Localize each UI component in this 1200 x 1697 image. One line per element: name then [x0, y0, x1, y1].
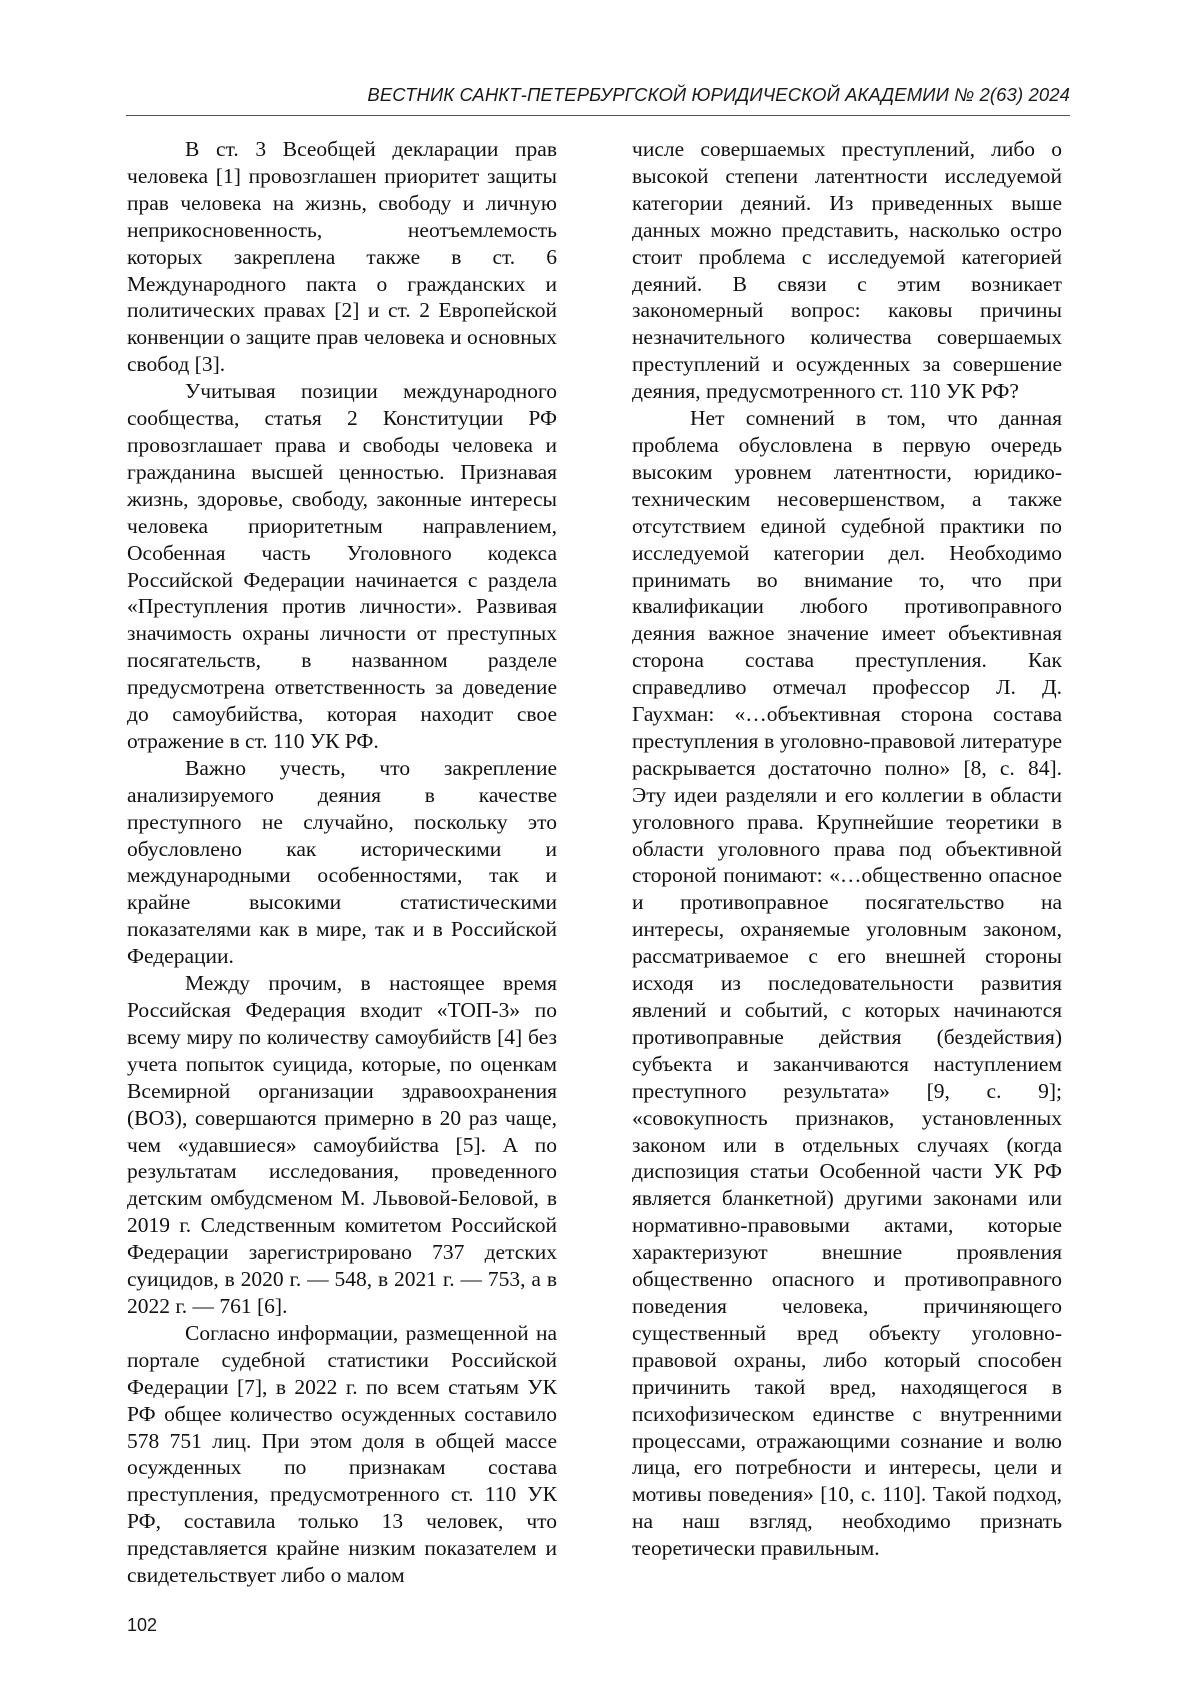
paragraph: Важно учесть, что закрепление анализируемого деяния в качестве преступного не случайно, поскольку это обусловлено как историческими и международными особенностями, так и крайне высокими статистическими показателями как в мире, так и в Российской Федерации.	[127, 755, 557, 969]
paragraph-continuation: числе совершаемых преступлений, либо о высокой степени латентности исследуемой категории деяний. Из приведенных выше данных можно представить, насколько остро стоит проблема с исследуемой категорией деяний. В связи с этим возникает закономерный вопрос: каковы причины незначительного количества совершаемых преступлений и осужденных за совершение деяния, предусмотренного ст. 110 УК РФ?	[632, 137, 1062, 404]
right-text-column	[632, 136, 1062, 1562]
paragraph: В ст. 3 Всеобщей декларации прав человека [1] провозглашен приоритет защиты прав человека на жизнь, свободу и личную неприкосновенность, неотъемлемость которых закреплена также в ст. 6 Международного пакта о гражданских и политических правах [2] и ст. 2 Европейской конвенции о защите прав человека и основных свобод [3].	[127, 137, 557, 377]
left-text-column	[127, 136, 557, 1589]
paragraph: Нет сомнений в том, что данная проблема обусловлена в первую очередь высоким уровнем латентности, юридико-техническим несовершенством, а также отсутствием единой судебной практики по исследуемой категории дел. Необходимо принимать во внимание то, что при квалификации любого противоправного деяния важное значение имеет объективная сторона состава преступления. Как справедливо отмечал профессор Л. Д. Гаухман: «…объективная сторона состава преступления в уголовно-правовой литературе раскрывается достаточно полно» [8, с. 84]. Эту идеи разделяли и его коллегии в области уголовного права. Крупнейшие теоретики в области уголовного права под объективной стороной понимают: «…общественно опасное и противоправное посягательство на интересы, охраняемые уголовным законом, рассматриваемое с его внешней стороны исходя из последовательности развития явлений и событий, с которых начинаются противоправные действия (бездействия) субъекта и заканчиваются наступлением преступного результата» [9, с. 9]; «совокупность признаков, установленных законом или в отдельных случаях (когда диспозиция статьи Особенной части УК РФ является бланкетной) другими законами или нормативно-правовыми актами, которые характеризуют внешние проявления общественно опасного и противоправного поведения человека, причиняющего существенный вред объекту уголовно-правовой охраны, либо который способен причинить такой вред, находящегося в психофизическом единстве с внутренними процессами, отражающими сознание и волю лица, его потребности и интересы, цели и мотивы поведения» [10, с. 110]. Такой подход, на наш взгляд, необходимо признать теоретически правильным.	[632, 406, 1062, 1561]
paragraph: Между прочим, в настоящее время Российская Федерация входит «ТОП-3» по всему миру по количеству самоубийств [4] без учета попыток суицида, которые, по оценкам Всемирной организации здравоохранения (ВОЗ), совершаются примерно в 20 раз чаще, чем «удавшиеся» самоубийства [5]. А по результатам исследования, проведенного детским омбудсменом М. Львовой-Беловой, в 2019 г. Следственным комитетом Российской Федерации зарегистрировано 737 детских суицидов, в 2020 г. — 548, в 2021 г. — 753, а в 2022 г. — 761 [6].	[127, 971, 557, 1318]
paragraph: Согласно информации, размещенной на портале судебной статистики Российской Федерации [7], в 2022 г. по всем статьям УК РФ общее количество осужденных составило 578 751 лиц. При этом доля в общей массе осужденных по признакам состава преступления, предусмотренного ст. 110 УК РФ, составила только 13 человек, что представляется крайне низким показателем и свидетельствует либо о малом	[127, 1320, 557, 1588]
header-divider	[126, 115, 1070, 116]
page-number: 102	[127, 1615, 158, 1635]
journal-running-header: ВЕСТНИК САНКТ-ПЕТЕРБУРГСКОЙ ЮРИДИЧЕСКОЙ АКАДЕМИИ № 2(63) 2024	[367, 84, 1070, 105]
paragraph: Учитывая позиции международного сообщества, статья 2 Конституции РФ провозглашает права и свободы человека и гражданина высшей ценностью. Признавая жизнь, здоровье, свободу, законные интересы человека приоритетным направлением, Особенная часть Уголовного кодекса Российской Федерации начинается с раздела «Преступления против личности». Развивая значимость охраны личности от преступных посягательств, в названном разделе предусмотрена ответственность за доведение до самоубийства, которая находит свое отражение в ст. 110 УК РФ.	[127, 379, 557, 753]
